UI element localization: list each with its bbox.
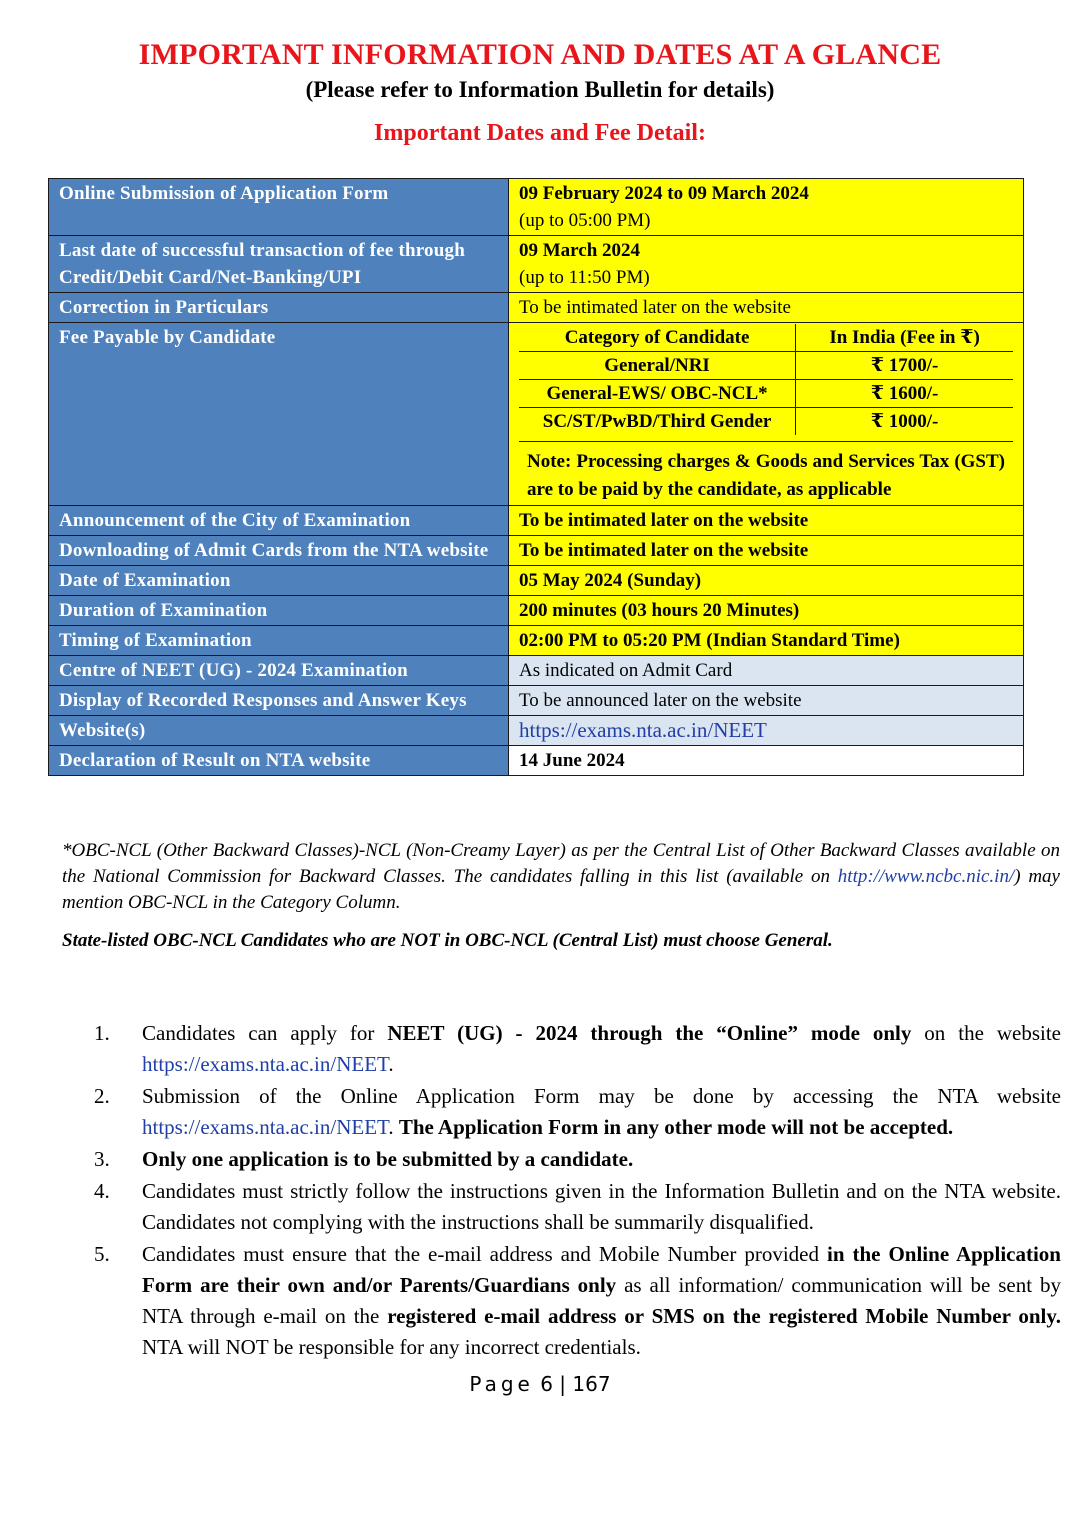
online-submission-value <box>509 179 1024 236</box>
item-text: . <box>388 1052 394 1076</box>
list-number: 2. <box>94 1084 110 1108</box>
table-row <box>49 323 1024 506</box>
list-number: 1. <box>94 1021 110 1045</box>
last-fee-date-label: Last date of successful transaction of fee through Credit/Debit Card/Net-Banking/UPI <box>49 236 509 293</box>
duration-label: Duration of Examination <box>49 596 509 626</box>
responses-value: To be announced later on the website <box>509 686 1024 716</box>
centre-value: As indicated on Admit Card <box>509 656 1024 686</box>
total-pages: 167 <box>572 1372 611 1396</box>
admit-card-value: To be intimated later on the website <box>509 536 1024 566</box>
page-footer <box>0 1372 1080 1396</box>
table-row <box>49 656 1024 686</box>
fee-row <box>519 352 1013 380</box>
list-number: 4. <box>94 1179 110 1203</box>
obc-footnote <box>62 838 1060 916</box>
timing-label: Timing of Examination <box>49 626 509 656</box>
timing-value: 02:00 PM to 05:20 PM (Indian Standard Time) <box>509 626 1024 656</box>
fee-row <box>519 380 1013 408</box>
fee-category: General-EWS/ OBC-NCL* <box>519 380 796 408</box>
result-value: 14 June 2024 <box>509 746 1024 776</box>
fee-col-amount: In India (Fee in ₹) <box>796 324 1013 352</box>
exam-date-label: Date of Examination <box>49 566 509 596</box>
city-value: To be intimated later on the website <box>509 506 1024 536</box>
item-bold: Only one application is to be submitted by a candidate. <box>142 1147 634 1171</box>
instructions-list <box>92 1018 1061 1364</box>
online-submission-label: Online Submission of Application Form <box>49 179 509 236</box>
list-number: 3. <box>94 1147 110 1171</box>
page-label: Page <box>469 1372 534 1396</box>
table-row <box>49 293 1024 323</box>
table-row <box>49 746 1024 776</box>
fee-label: Fee Payable by Candidate <box>49 323 509 506</box>
list-item <box>92 1018 1061 1080</box>
fee-category: SC/ST/PwBD/Third Gender <box>519 408 796 436</box>
footnote-text: *OBC-NCL (Other Backward Classes)-NCL (Non-Creamy Layer) as per the Central List of Other Backward Classes available on the National Commission for Backward Classes. The candidates falling in this list (available on <box>62 840 1060 887</box>
item-text: NTA will NOT be responsible for any incorrect credentials. <box>142 1335 641 1359</box>
responses-label: Display of Recorded Responses and Answer Keys <box>49 686 509 716</box>
item-bold: The Application Form in any other mode will not be accepted. <box>398 1115 954 1139</box>
item-bold: registered e-mail address or SMS on the registered Mobile Number only. <box>387 1304 1061 1328</box>
list-item <box>92 1144 1061 1175</box>
ncbc-link[interactable]: http://www.ncbc.nic.in/ <box>837 866 1015 887</box>
page-number: 6 <box>540 1372 553 1396</box>
state-obc-note: State-listed OBC-NCL Candidates who are NOT in OBC-NCL (Central List) must choose General. <box>62 930 833 951</box>
fee-category: General/NRI <box>519 352 796 380</box>
correction-value: To be intimated later on the website <box>509 293 1024 323</box>
table-row <box>49 236 1024 293</box>
footnote-text-end: ) may mention OBC-NCL in the Category Column. <box>62 866 1060 913</box>
online-submission-date: 09 February 2024 to 09 March 2024 <box>519 183 809 204</box>
item-bold: in the Online Application Form are their own and/or Parents/Guardians only <box>142 1242 1061 1297</box>
last-fee-date: 09 March 2024 <box>519 240 641 261</box>
fee-table <box>519 324 1013 435</box>
item-text: Candidates can apply for <box>142 1021 388 1045</box>
fee-amount: ₹ 1000/- <box>796 408 1013 436</box>
fee-header-row <box>519 324 1013 352</box>
list-item <box>92 1176 1061 1238</box>
table-row <box>49 179 1024 236</box>
fee-row <box>519 408 1013 436</box>
correction-label: Correction in Particulars <box>49 293 509 323</box>
item-bold: NEET (UG) - 2024 through the “Online” mode only <box>387 1021 912 1045</box>
item-text: as all information/ communication will be sent by NTA through e-mail on the <box>142 1273 1061 1328</box>
result-label: Declaration of Result on NTA website <box>49 746 509 776</box>
city-label: Announcement of the City of Examination <box>49 506 509 536</box>
duration-value: 200 minutes (03 hours 20 Minutes) <box>509 596 1024 626</box>
list-item <box>92 1081 1061 1143</box>
table-row <box>49 686 1024 716</box>
exam-date-value: 05 May 2024 (Sunday) <box>509 566 1024 596</box>
page-separator: | <box>559 1372 567 1396</box>
centre-label: Centre of NEET (UG) - 2024 Examination <box>49 656 509 686</box>
item-text: on the website <box>911 1021 1061 1045</box>
table-row <box>49 566 1024 596</box>
neet-website-link[interactable]: https://exams.nta.ac.in/NEET <box>142 1115 389 1139</box>
admit-card-label: Downloading of Admit Cards from the NTA website <box>49 536 509 566</box>
fee-amount: ₹ 1700/- <box>796 352 1013 380</box>
neet-website-link[interactable]: https://exams.nta.ac.in/NEET <box>142 1052 389 1076</box>
item-text: Submission of the Online Application Form may be done by accessing the NTA website <box>142 1084 1061 1108</box>
item-text: Candidates must ensure that the e-mail address and Mobile Number provided <box>142 1242 827 1266</box>
list-number: 5. <box>94 1242 110 1266</box>
item-text: Candidates must strictly follow the instructions given in the Information Bulletin and on the NTA website. Candidates not complying with the instructions shall be summarily disqualified. <box>142 1179 1061 1234</box>
table-row <box>49 506 1024 536</box>
section-heading: Important Dates and Fee Detail: <box>374 120 706 146</box>
fee-details <box>509 323 1024 506</box>
page-title: IMPORTANT INFORMATION AND DATES AT A GLANCE <box>138 38 942 71</box>
item-text: . <box>388 1115 399 1139</box>
online-submission-time: (up to 05:00 PM) <box>519 210 651 231</box>
important-dates-table <box>48 178 1024 776</box>
fee-amount: ₹ 1600/- <box>796 380 1013 408</box>
last-fee-time: (up to 11:50 PM) <box>519 267 650 288</box>
website-link[interactable]: https://exams.nta.ac.in/NEET <box>509 716 1024 746</box>
table-row <box>49 536 1024 566</box>
list-item <box>92 1239 1061 1363</box>
fee-note: Note: Processing charges & Goods and Services Tax (GST) are to be paid by the candidate, as applicable <box>519 441 1013 504</box>
fee-col-category: Category of Candidate <box>519 324 796 352</box>
table-row <box>49 716 1024 746</box>
last-fee-date-value <box>509 236 1024 293</box>
table-row <box>49 596 1024 626</box>
website-label: Website(s) <box>49 716 509 746</box>
table-row <box>49 626 1024 656</box>
page-subtitle: (Please refer to Information Bulletin for details) <box>305 77 775 102</box>
